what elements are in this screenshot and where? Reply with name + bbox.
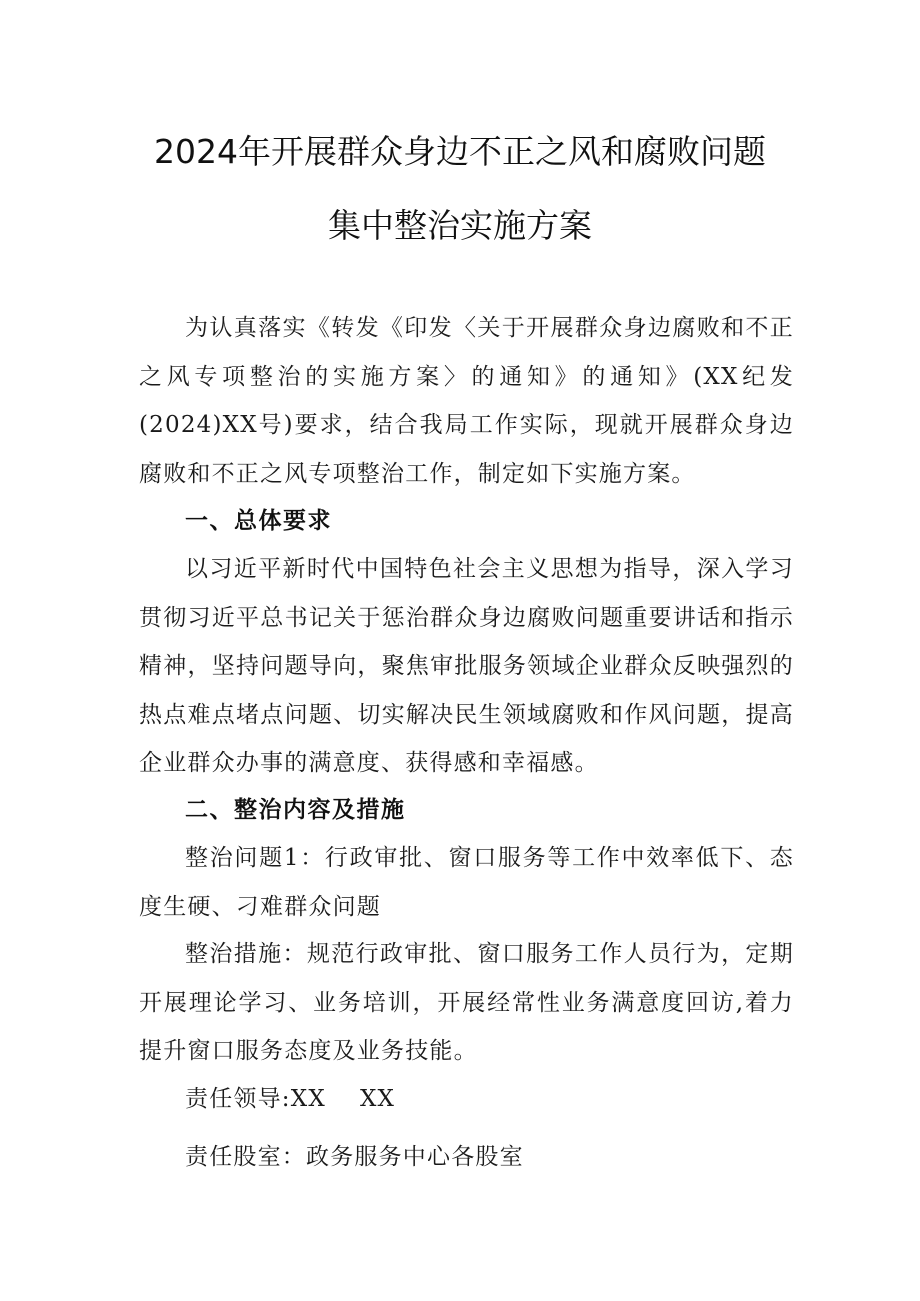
responsible-office-line: 责任股室：政务服务中心各股室 xyxy=(185,1144,524,1170)
section-1-paragraph: 以习近平新时代中国特色社会主义思想为指导，深入学习贯彻习近平总书记关于惩治群众身边腐败问题重要讲话和指示精神，坚持问题导向，聚焦审批服务领域企业群众反映强烈的热点难点堵点问题、切实解决民生领域腐败和作风问题，提高企业群众办事的满意度、获得感和幸福感。 xyxy=(139,556,794,776)
document-title-line-1: 2024年开展群众身边不正之风和腐败问题 xyxy=(154,132,766,171)
issue-1-paragraph: 整治问题1：行政审批、窗口服务等工作中效率低下、态度生硬、刁难群众问题 xyxy=(139,845,794,920)
section-2-heading: 二、整治内容及措施 xyxy=(185,797,406,823)
measure-1-paragraph: 整治措施：规范行政审批、窗口服务工作人员行为，定期开展理论学习、业务培训，开展经常性业务满意度回访,着力提升窗口服务态度及业务技能。 xyxy=(139,941,794,1064)
section-1-heading: 一、总体要求 xyxy=(185,508,332,534)
responsible-leader-line: 责任领导:XX XX xyxy=(185,1086,396,1112)
intro-paragraph: 为认真落实《转发《印发〈关于开展群众身边腐败和不正之风专项整治的实施方案〉的通知》的通知》(XX纪发(2024)XX号)要求，结合我局工作实际，现就开展群众身边腐败和不正之风专项整治工作，制定如下实施方案。 xyxy=(139,315,794,487)
document-title-line-2: 集中整治实施方案 xyxy=(328,206,592,245)
